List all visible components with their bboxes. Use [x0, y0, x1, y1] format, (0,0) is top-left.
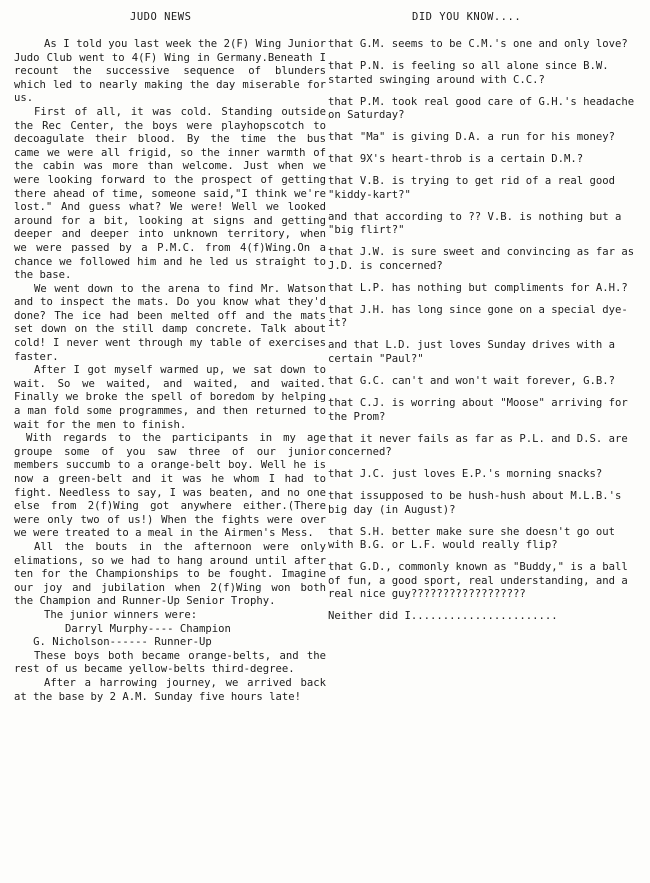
article-paragraph: These boys both became orange-belts, and the rest of us became yellow-belts third-degree.: [14, 649, 326, 676]
did-you-know-column: [328, 38, 640, 624]
gossip-item: that V.B. is trying to get rid of a real good "kiddy-kart?": [328, 175, 616, 201]
gossip-item: that J.C. just loves E.P.'s morning snacks?: [328, 468, 603, 481]
winner-line: G. Nicholson------ Runner-Up: [14, 636, 212, 649]
article-paragraph: All the bouts in the afternoon were only elimations, so we had to hang around until after ten for the Championships to be fought. Imagine our joy and jubilation when 2(f)Wing won both the Champion and Runner-Up Senior Trophy.: [14, 540, 326, 608]
closing-line: Neither did I.......................: [328, 610, 558, 623]
judo-news-column: [14, 38, 326, 704]
gossip-item: and that according to ?? V.B. is nothing but a "big flirt?": [328, 210, 622, 237]
article-paragraph: After a harrowing journey, we arrived back at the base by 2 A.M. Sunday five hours late!: [14, 676, 326, 703]
gossip-item: and that L.D. just loves Sunday drives with a certain "Paul?": [328, 339, 616, 365]
gossip-item: that G.D., commonly known as "Buddy," is a ball of fun, a good sport, real understanding, and a real nice guy??????????????????: [328, 561, 628, 601]
gossip-item: that G.M. seems to be C.M.'s one and only love?: [328, 38, 628, 50]
gossip-item: that L.P. has nothing but compliments for A.H.?: [328, 281, 628, 294]
gossip-item: that 9X's heart-throb is a certain D.M.?: [328, 153, 584, 166]
right-heading: DID YOU KNOW....: [412, 11, 522, 23]
article-paragraph: The junior winners were:: [44, 608, 198, 621]
gossip-item: that P.N. is feeling so all alone since B.W. started swinging around with C.C.?: [328, 59, 609, 86]
left-heading: JUDO NEWS: [130, 11, 192, 23]
article-paragraph: We went down to the arena to find Mr. Watson and to inspect the mats. Do you know what they'd done? The ice had been melted off and the mats set down on the still damp concrete. Talk about cold! I never went through my table of exercises faster.: [14, 282, 326, 363]
gossip-item: that P.M. took real good care of G.H.'s headache on Saturday?: [328, 95, 635, 122]
article-paragraph: As I told you last week the 2(F) Wing Junior Judo Club went to 4(F) Wing in Germany.Beneath I recount the successive sequence of blunders which led to nearly making the day miserable for us.: [14, 38, 326, 105]
gossip-item: that issupposed to be hush-hush about M.L.B.'s big day (in August)?: [328, 490, 622, 516]
gossip-item: that J.H. has long since gone on a special dye-it?: [328, 303, 628, 330]
article-paragraph: After I got myself warmed up, we sat down to wait. So we waited, and waited, and waited. Finally we broke the spell of boredom by helping a man fold some programmes, and then returned to wait for the men to finish.: [14, 364, 326, 431]
gossip-item: that J.W. is sure sweet and convincing as far as J.D. is concerned?: [328, 246, 635, 272]
gossip-item: that it never fails as far as P.L. and D.S. are concerned?: [328, 432, 628, 459]
gossip-item: that S.H. better make sure she doesn't go out with B.G. or L.F. would really flip?: [328, 525, 616, 552]
gossip-item: that G.C. can't and won't wait forever, G.B.?: [328, 374, 616, 387]
gossip-item: that C.J. is worring about "Moose" arriving for the Prom?: [328, 396, 628, 423]
article-paragraph: First of all, it was cold. Standing outside the Rec Center, the boys were playhopscotch to decoagulate their blood. By the time the bus came we were all frigid, so the inner warmth of the cabin was more than welcome. Just when we were looking forward to the prospect of getting there ahead of time, someone said,"I think we're lost." And guess what? We were! Well we looked around for a bit, looking at signs and getting deeper and deeper into unknown territory, when we were passed by a P.M.C. from 4(f)Wing.On a chance we followed him and he led us straight to the base.: [14, 105, 326, 282]
gossip-item: that "Ma" is giving D.A. a run for his money?: [328, 131, 616, 144]
article-paragraph: With regards to the participants in my age groupe some of you saw three of our junior members succumb to a orange-belt boy. Well he is now a green-belt and it was he whom I had to fight. Needless to say, I was beaten, and no one else from 2(f)Wing got anywhere either.(There were only two of us!) When the fights were over we were treated to a meal in the Airmen's Mess.: [14, 432, 326, 540]
winner-line: Darryl Murphy---- Champion: [14, 622, 231, 635]
